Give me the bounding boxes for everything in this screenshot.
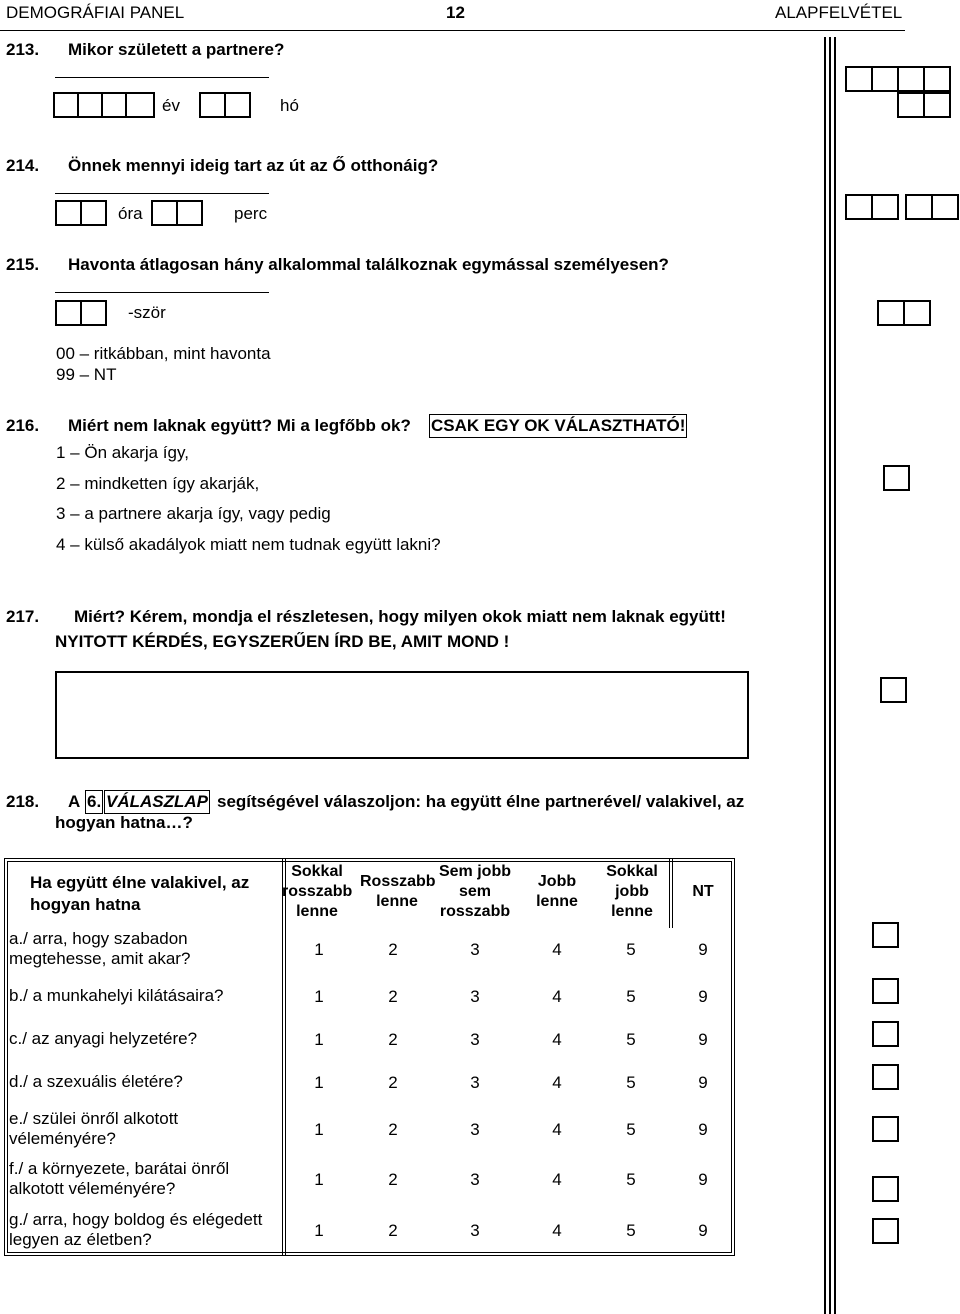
row-d-label: d./ a szexuális életére?: [9, 1072, 183, 1091]
q215-option-99[interactable]: 99 – NT: [56, 365, 117, 384]
q217-number: 217.: [6, 607, 40, 626]
code-b-5[interactable]: 5: [626, 987, 636, 1006]
code-b-9[interactable]: 9: [698, 987, 708, 1006]
q218-text: segítségével válaszoljon: ha együtt élne partnerével/ valakivel, az: [217, 792, 745, 811]
code-215-2: [903, 300, 931, 326]
row-a-label: a./ arra, hogy szabadon megtehesse, amit akar?: [9, 929, 191, 968]
table-head-label: Ha együtt élne valakivel, az hogyan hatna: [30, 873, 250, 914]
q216-option-2[interactable]: 2 – mindketten így akarják,: [56, 474, 260, 493]
q217-instruction: NYITOTT KÉRDÉS, EGYSZERŰEN ÍRD BE, AMIT MOND !: [55, 632, 510, 651]
code-213-2: [871, 66, 899, 92]
header-rule: [0, 30, 905, 31]
code-c-4[interactable]: 4: [552, 1030, 562, 1049]
code-b-2[interactable]: 2: [388, 987, 398, 1006]
code-a-4[interactable]: 4: [552, 940, 562, 959]
code-a-2[interactable]: 2: [388, 940, 398, 959]
code-g-5[interactable]: 5: [626, 1221, 636, 1240]
code-b-4[interactable]: 4: [552, 987, 562, 1006]
code-e-1[interactable]: 1: [314, 1120, 324, 1139]
month-label: hó: [280, 96, 299, 115]
code-a-5[interactable]: 5: [626, 940, 636, 959]
code-f-1[interactable]: 1: [314, 1170, 324, 1189]
col-worse: Rosszabb lenne: [360, 873, 436, 910]
code-c-5[interactable]: 5: [626, 1030, 636, 1049]
col-neutral: Sem jobb sem rosszabb: [438, 863, 511, 920]
header-right: ALAPFELVÉTEL: [775, 3, 903, 22]
code-b-1[interactable]: 1: [314, 987, 324, 1006]
q214-number: 214.: [6, 156, 40, 175]
margin-rule-1: [824, 37, 826, 1314]
code-218-f: [872, 1176, 899, 1202]
code-213-3: [897, 66, 925, 92]
code-e-3[interactable]: 3: [470, 1120, 480, 1139]
code-d-4[interactable]: 4: [552, 1073, 562, 1092]
code-214-4: [931, 194, 959, 220]
code-214-2: [871, 194, 899, 220]
q215-underline: [55, 292, 269, 293]
code-215-1: [877, 300, 905, 326]
code-218-e: [872, 1116, 899, 1142]
code-213-5: [897, 92, 925, 118]
row-e-label: e./ szülei önről alkotott véleményére?: [9, 1109, 179, 1148]
code-216: [883, 465, 910, 491]
year-digit-3[interactable]: [101, 92, 127, 118]
q218-card-number: 6.: [87, 792, 102, 811]
code-218-a: [872, 922, 899, 948]
code-214-1: [845, 194, 873, 220]
code-214-3: [905, 194, 933, 220]
code-b-3[interactable]: 3: [470, 987, 480, 1006]
times-label: -ször: [128, 303, 166, 322]
col-much-worse: Sokkal rosszabb lenne: [282, 863, 353, 920]
code-218-c: [872, 1021, 899, 1047]
year-digit-2[interactable]: [77, 92, 103, 118]
col-better: Jobb lenne: [536, 873, 578, 910]
q215-number: 215.: [6, 255, 40, 274]
code-c-2[interactable]: 2: [388, 1030, 398, 1049]
times-digit-2[interactable]: [80, 300, 107, 326]
code-c-9[interactable]: 9: [698, 1030, 708, 1049]
row-g-label: g./ arra, hogy boldog és elégedett legyen az életben?: [9, 1210, 263, 1249]
times-digit-1[interactable]: [55, 300, 82, 326]
code-g-4[interactable]: 4: [552, 1221, 562, 1240]
q215-text: Havonta átlagosan hány alkalommal találkoznak egymással személyesen?: [68, 255, 669, 274]
col-much-better: Sokkal jobb lenne: [606, 863, 658, 920]
code-c-1[interactable]: 1: [314, 1030, 324, 1049]
minute-label: perc: [234, 204, 268, 223]
code-d-5[interactable]: 5: [626, 1073, 636, 1092]
q218-card-name: VÁLASZLAP: [106, 792, 208, 811]
code-e-9[interactable]: 9: [698, 1120, 708, 1139]
q216-instruction: CSAK EGY OK VÁLASZTHATÓ!: [431, 416, 686, 435]
code-e-2[interactable]: 2: [388, 1120, 398, 1139]
q218-pre: A: [68, 792, 81, 811]
month-digit-1[interactable]: [199, 92, 226, 118]
nt-divider-2: [672, 858, 673, 928]
code-f-4[interactable]: 4: [552, 1170, 562, 1189]
q217-text: Miért? Kérem, mondja el részletesen, hogy milyen okok miatt nem laknak együtt!: [74, 607, 726, 626]
q214-underline: [55, 193, 269, 194]
q216-option-1[interactable]: 1 – Ön akarja így,: [56, 443, 189, 462]
code-a-9[interactable]: 9: [698, 940, 708, 959]
year-label: év: [162, 96, 180, 115]
code-213-6: [923, 92, 951, 118]
minute-digit-2[interactable]: [176, 200, 203, 226]
code-218-g: [872, 1218, 899, 1244]
page-number: 12: [446, 3, 465, 22]
code-f-9[interactable]: 9: [698, 1170, 708, 1189]
code-g-3[interactable]: 3: [470, 1221, 480, 1240]
code-a-1[interactable]: 1: [314, 940, 324, 959]
row-b-label: b./ a munkahelyi kilátásaira?: [9, 986, 224, 1005]
code-d-3[interactable]: 3: [470, 1073, 480, 1092]
code-e-4[interactable]: 4: [552, 1120, 562, 1139]
year-digit-4[interactable]: [125, 92, 155, 118]
q216-number: 216.: [6, 416, 40, 435]
col-nt: NT: [692, 883, 714, 900]
header-left: DEMOGRÁFIAI PANEL: [6, 3, 185, 22]
code-213-1: [845, 66, 873, 92]
code-213-4: [923, 66, 951, 92]
code-g-9[interactable]: 9: [698, 1221, 708, 1240]
month-digit-2[interactable]: [224, 92, 251, 118]
hour-label: óra: [118, 204, 143, 223]
q213-number: 213.: [6, 40, 40, 59]
hour-digit-2[interactable]: [80, 200, 107, 226]
code-218-b: [872, 978, 899, 1004]
q215-option-00[interactable]: 00 – ritkábban, mint havonta: [56, 344, 271, 363]
code-g-1[interactable]: 1: [314, 1221, 324, 1240]
margin-rule-2: [829, 37, 831, 1314]
code-d-2[interactable]: 2: [388, 1073, 398, 1092]
row-c-label: c./ az anyagi helyzetére?: [9, 1029, 198, 1048]
code-f-2[interactable]: 2: [388, 1170, 398, 1189]
code-a-3[interactable]: 3: [470, 940, 480, 959]
code-217: [880, 677, 907, 703]
code-e-5[interactable]: 5: [626, 1120, 636, 1139]
q216-option-3[interactable]: 3 – a partnere akarja így, vagy pedig: [56, 504, 331, 523]
q218-text-2: hogyan hatna…?: [55, 813, 193, 832]
code-d-9[interactable]: 9: [698, 1073, 708, 1092]
code-f-3[interactable]: 3: [470, 1170, 480, 1189]
q217-answer-field[interactable]: [55, 671, 749, 759]
q216-option-4[interactable]: 4 – külső akadályok miatt nem tudnak együtt lakni?: [56, 535, 441, 554]
margin-rule-3: [834, 37, 836, 1314]
nt-divider: [669, 858, 670, 928]
year-digit-1[interactable]: [53, 92, 79, 118]
code-d-1[interactable]: 1: [314, 1073, 324, 1092]
q214-text: Önnek mennyi ideig tart az út az Ő otthonáig?: [68, 156, 439, 175]
code-218-d: [872, 1064, 899, 1090]
hour-digit-1[interactable]: [55, 200, 82, 226]
code-f-5[interactable]: 5: [626, 1170, 636, 1189]
q218-number: 218.: [6, 792, 40, 811]
row-f-label: f./ a környezete, barátai önről alkotott véleményére?: [9, 1159, 230, 1198]
q216-text: Miért nem laknak együtt? Mi a legfőbb ok?: [68, 416, 411, 435]
code-c-3[interactable]: 3: [470, 1030, 480, 1049]
minute-digit-1[interactable]: [151, 200, 178, 226]
q213-underline: [55, 77, 269, 78]
code-g-2[interactable]: 2: [388, 1221, 398, 1240]
q213-text: Mikor született a partnere?: [68, 40, 285, 59]
